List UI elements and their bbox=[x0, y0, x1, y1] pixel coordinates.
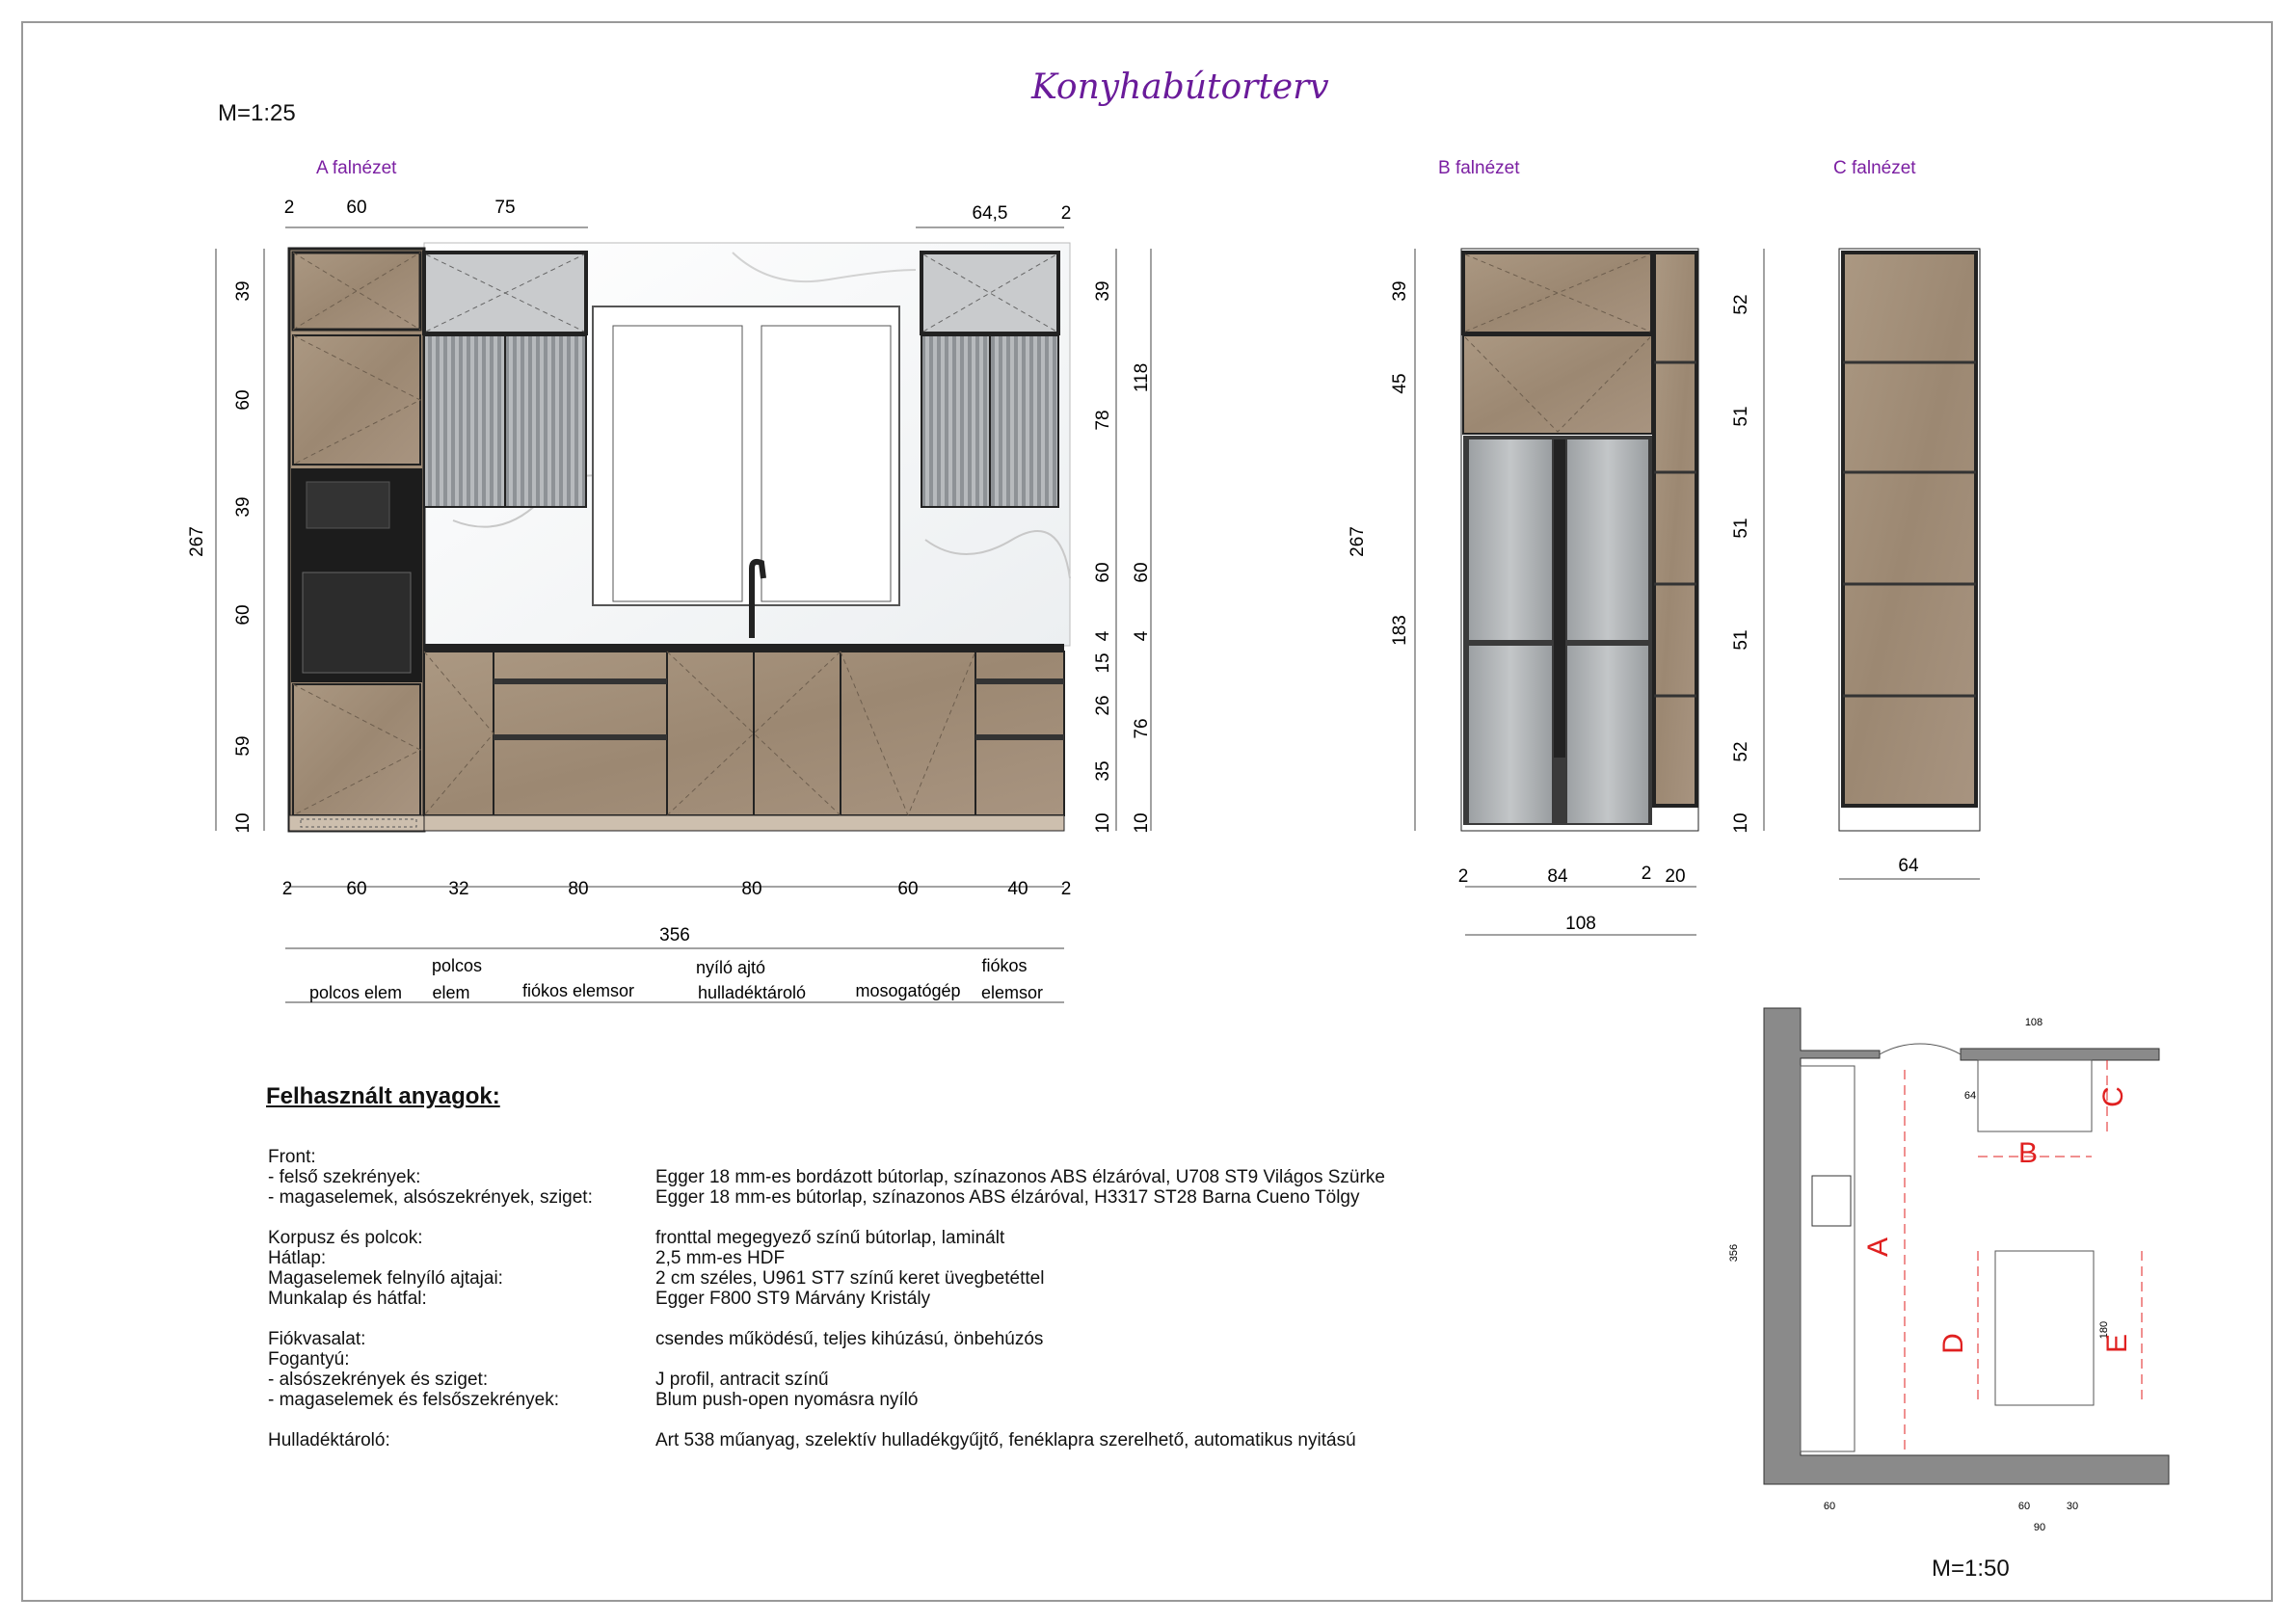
unit-label-3b: hulladéktároló bbox=[697, 983, 807, 1002]
dim-a-right1-6: 35 bbox=[1093, 760, 1113, 782]
tall-upper-door bbox=[293, 335, 420, 465]
dim-b-right-4: 52 bbox=[1731, 741, 1751, 762]
plan-bottom-mid2: 30 bbox=[2066, 1501, 2079, 1512]
unit-label-5a: fiókos bbox=[981, 956, 1028, 975]
dim-a-right2-4: 10 bbox=[1132, 812, 1152, 834]
dim-a-bottom-6: 40 bbox=[1007, 879, 1028, 899]
fridge-door-tr bbox=[1567, 439, 1648, 640]
dim-a-right2-2: 4 bbox=[1132, 630, 1152, 642]
window-pane-right bbox=[761, 326, 891, 601]
dim-a-right1-7: 10 bbox=[1093, 812, 1113, 834]
view-a-label: A falnézet bbox=[316, 158, 397, 178]
material-key: Fogantyú: bbox=[268, 1349, 350, 1370]
dim-b-total: 108 bbox=[1565, 914, 1596, 934]
plan-top-width: 108 bbox=[2024, 1017, 2043, 1028]
dim-b-right-2: 51 bbox=[1731, 518, 1751, 539]
material-key: Front: bbox=[268, 1147, 316, 1167]
view-c-label: C falnézet bbox=[1833, 158, 1916, 178]
material-key: Korpusz és polcok: bbox=[268, 1228, 423, 1248]
dim-a-bottom-1: 60 bbox=[346, 879, 367, 899]
material-value: Egger F800 ST9 Márvány Kristály bbox=[655, 1289, 931, 1309]
dim-a-right1-2: 60 bbox=[1093, 562, 1113, 583]
dim-a-top-3: 64,5 bbox=[972, 203, 1008, 224]
upper-flap-right bbox=[921, 253, 1058, 333]
materials-heading: Felhasznált anyagok: bbox=[266, 1083, 500, 1109]
dim-b-left-1: 45 bbox=[1390, 373, 1410, 394]
plinth bbox=[289, 815, 424, 831]
dim-a-right1-5: 26 bbox=[1093, 695, 1113, 716]
worktop bbox=[424, 644, 1064, 652]
microwave-window bbox=[307, 482, 389, 528]
plan-wall-length: 356 bbox=[1728, 1243, 1740, 1263]
dim-b-bottom-3: 20 bbox=[1665, 866, 1686, 887]
dim-a-left-2: 39 bbox=[233, 496, 254, 518]
plan-wall-right bbox=[1961, 1049, 2159, 1060]
door-arc bbox=[1880, 1044, 1961, 1054]
plan-sink bbox=[1812, 1176, 1851, 1226]
drawer-handle bbox=[494, 734, 667, 740]
dim-b-left-total: 267 bbox=[1348, 526, 1368, 557]
c-tall-side bbox=[1843, 253, 1976, 806]
dim-a-right1-4: 15 bbox=[1093, 652, 1113, 674]
plan-bottom-mid1: 60 bbox=[2017, 1501, 2031, 1512]
plan-label-d: D bbox=[1937, 1333, 1969, 1354]
tall-lower-door bbox=[293, 684, 420, 815]
dim-a-left-total: 267 bbox=[187, 526, 207, 557]
dim-b-right-5: 10 bbox=[1731, 812, 1751, 834]
dim-a-bottom-5: 60 bbox=[897, 879, 919, 899]
plinth bbox=[424, 815, 1064, 831]
drawer-handle bbox=[975, 678, 1064, 684]
drawing-title: Konyhabútorterv bbox=[1031, 67, 1329, 107]
dim-b-bottom-1: 84 bbox=[1547, 866, 1568, 887]
dim-a-right1-1: 78 bbox=[1093, 410, 1113, 431]
dim-b-left-2: 183 bbox=[1390, 615, 1410, 646]
dim-a-left-1: 60 bbox=[233, 389, 254, 411]
dim-b-bottom-2: 2 bbox=[1641, 864, 1652, 884]
dim-a-left-4: 59 bbox=[233, 735, 254, 757]
floor-plan bbox=[1764, 1008, 2169, 1484]
plan-label-b: B bbox=[2017, 1137, 2039, 1169]
dim-b-bottom-0: 2 bbox=[1457, 866, 1469, 887]
unit-label-1b: elem bbox=[432, 983, 470, 1002]
fridge-door-br bbox=[1567, 646, 1648, 823]
dim-a-bottom-3: 80 bbox=[568, 879, 589, 899]
dim-a-top-4: 2 bbox=[1060, 203, 1072, 224]
plan-tall-unit bbox=[1978, 1060, 2092, 1131]
dim-a-bottom-7: 2 bbox=[1060, 879, 1072, 899]
material-value: Egger 18 mm-es bordázott bútorlap, színazonos ABS élzáróval, U708 ST9 Világos Szürke bbox=[655, 1167, 1385, 1187]
fridge-door-bl bbox=[1469, 646, 1552, 823]
oven-door bbox=[303, 572, 411, 673]
material-value: J profil, antracit színű bbox=[655, 1370, 829, 1390]
unit-label-1a: polcos bbox=[431, 956, 483, 975]
material-key: Munkalap és hátfal: bbox=[268, 1289, 427, 1309]
dim-a-top-0: 2 bbox=[283, 198, 295, 218]
dim-a-right1-0: 39 bbox=[1093, 280, 1113, 302]
fridge-door-tl bbox=[1469, 439, 1552, 640]
dim-a-bottom-2: 32 bbox=[448, 879, 469, 899]
plan-label-c: C bbox=[2097, 1086, 2129, 1107]
material-key: Magaselemek felnyíló ajtajai: bbox=[268, 1268, 503, 1289]
dim-a-right1-3: 4 bbox=[1093, 630, 1113, 642]
drawer-handle bbox=[494, 678, 667, 684]
dim-a-total: 356 bbox=[659, 925, 690, 945]
dim-a-right2-0: 118 bbox=[1132, 362, 1152, 393]
material-key: Hulladéktároló: bbox=[268, 1430, 390, 1450]
material-key: - magaselemek, alsószekrények, sziget: bbox=[268, 1187, 593, 1208]
dim-a-left-3: 60 bbox=[233, 604, 254, 625]
plan-bottom-total: 90 bbox=[2033, 1522, 2046, 1533]
material-key: - magaselemek és felsőszekrények: bbox=[268, 1390, 560, 1410]
dim-a-top-1: 60 bbox=[346, 198, 367, 218]
plan-island-length: 180 bbox=[2098, 1320, 2110, 1340]
material-value: Art 538 műanyag, szelektív hulladékgyűjtő, fenéklapra szerelhető, automatikus nyitású bbox=[655, 1430, 1356, 1450]
material-value: Blum push-open nyomásra nyíló bbox=[655, 1390, 919, 1410]
material-key: Hátlap: bbox=[268, 1248, 327, 1268]
material-key: - felső szekrények: bbox=[268, 1167, 421, 1187]
dim-b-left-0: 39 bbox=[1390, 280, 1410, 302]
base-units bbox=[424, 652, 1064, 815]
material-value: 2 cm széles, U961 ST7 színű keret üvegbetéttel bbox=[655, 1268, 1045, 1289]
dim-b-right-0: 52 bbox=[1731, 294, 1751, 315]
material-key: - alsószekrények és sziget: bbox=[268, 1370, 489, 1390]
plan-bottom-left: 60 bbox=[1823, 1501, 1836, 1512]
material-value: fronttal megegyező színű bútorlap, laminált bbox=[655, 1228, 1005, 1248]
dim-a-right2-3: 76 bbox=[1132, 718, 1152, 739]
window-pane-left bbox=[613, 326, 742, 601]
material-value: csendes működésű, teljes kihúzású, önbehúzós bbox=[655, 1329, 1044, 1349]
unit-label-3a: nyíló ajtó bbox=[695, 958, 766, 977]
main-scale: M=1:25 bbox=[218, 100, 296, 126]
dim-c-width: 64 bbox=[1898, 856, 1919, 876]
unit-label-5b: elemsor bbox=[980, 983, 1044, 1002]
view-c-elevation bbox=[1839, 249, 1980, 879]
material-value: 2,5 mm-es HDF bbox=[655, 1248, 786, 1268]
dim-a-right2-1: 60 bbox=[1132, 562, 1152, 583]
unit-label-0: polcos elem bbox=[308, 983, 403, 1002]
dim-b-right-1: 51 bbox=[1731, 406, 1751, 427]
plan-counter bbox=[1801, 1066, 1855, 1451]
tall-top-door bbox=[293, 253, 420, 330]
dim-a-bottom-0: 2 bbox=[281, 879, 293, 899]
dim-a-bottom-4: 80 bbox=[741, 879, 762, 899]
plan-scale: M=1:50 bbox=[1932, 1556, 2010, 1582]
material-value: Egger 18 mm-es bútorlap, színazonos ABS élzáróval, H3317 ST28 Barna Cueno Tölgy bbox=[655, 1187, 1360, 1208]
fridge-handle bbox=[1554, 439, 1565, 758]
view-b-label: B falnézet bbox=[1438, 158, 1520, 178]
dim-a-left-5: 10 bbox=[233, 812, 254, 834]
unit-label-2: fiókos elemsor bbox=[521, 981, 635, 1000]
plan-label-a: A bbox=[1862, 1237, 1894, 1258]
drawer-handle bbox=[975, 734, 1064, 740]
b-upper-door bbox=[1463, 335, 1652, 434]
material-key: Fiókvasalat: bbox=[268, 1329, 366, 1349]
plan-depth-c: 64 bbox=[1963, 1090, 1977, 1102]
dim-a-top-2: 75 bbox=[494, 198, 516, 218]
view-b-elevation bbox=[1415, 249, 1764, 935]
unit-label-4: mosogatógép bbox=[855, 981, 961, 1000]
dim-b-right-3: 51 bbox=[1731, 629, 1751, 651]
plan-island bbox=[1995, 1251, 2094, 1405]
dim-a-left-0: 39 bbox=[233, 280, 254, 302]
plan-label-e: E bbox=[2101, 1333, 2133, 1354]
b-side-column bbox=[1654, 253, 1696, 806]
